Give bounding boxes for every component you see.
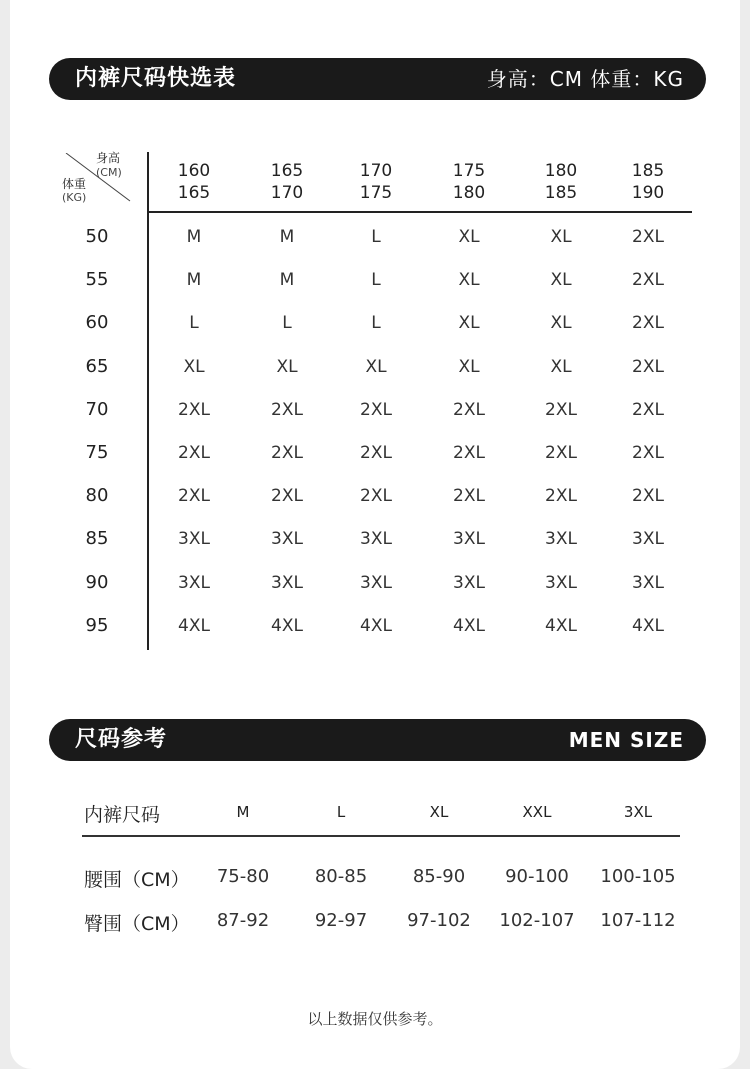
size-cell: 2XL: [632, 486, 664, 507]
size-cell: XL: [365, 356, 387, 377]
size-cell: 3XL: [271, 572, 303, 593]
reference-header-label: 内裤尺码: [84, 804, 161, 826]
size-cell: M: [279, 227, 295, 247]
size-cell: 2XL: [632, 356, 664, 377]
size-cell: XL: [458, 313, 480, 334]
size-cell: XL: [550, 356, 572, 377]
size-cell: 4XL: [453, 615, 485, 636]
size-cell: 2XL: [632, 399, 664, 420]
weight-row-label: 85: [85, 528, 109, 550]
height-column-header: [613, 160, 683, 204]
reference-subtitle: MEN SIZE: [568, 728, 684, 752]
reference-value-cell: 75-80: [216, 866, 270, 887]
size-cell: 2XL: [453, 443, 485, 463]
size-cell: 2XL: [360, 443, 392, 463]
size-cell: 2XL: [545, 443, 577, 463]
size-cell: 2XL: [271, 399, 303, 420]
weight-row-label: 65: [85, 355, 109, 377]
size-cell: 2XL: [632, 227, 664, 247]
height-range-end: 165: [177, 183, 211, 203]
weight-row-label: 55: [85, 269, 109, 291]
size-cell: XL: [458, 227, 480, 247]
weight-row-label: 70: [85, 398, 109, 420]
height-column-header: [434, 160, 504, 204]
reference-value-cell: 107-112: [600, 910, 676, 931]
weight-row-label: 60: [85, 312, 109, 334]
height-range-end: 175: [359, 183, 393, 203]
reference-size-header: M: [236, 803, 250, 821]
size-cell: 2XL: [271, 486, 303, 507]
weight-row-label: 80: [85, 485, 109, 507]
vertical-divider: [147, 152, 149, 650]
height-range-end: 185: [544, 183, 578, 203]
size-cell: 3XL: [632, 529, 664, 550]
size-cell: XL: [276, 356, 298, 377]
size-cell: 2XL: [360, 486, 392, 507]
size-cell: 2XL: [178, 443, 210, 463]
height-range-start: 170: [359, 161, 393, 181]
height-range-end: 180: [452, 183, 486, 203]
size-cell: 2XL: [271, 443, 303, 463]
height-column-header: [526, 160, 596, 204]
corner-weight-label: 体重: [62, 177, 87, 191]
height-column-header: [341, 160, 411, 204]
size-cell: 4XL: [178, 615, 210, 636]
size-cell: 3XL: [360, 572, 392, 593]
height-range-start: 165: [270, 161, 304, 181]
size-cell: 2XL: [178, 399, 210, 420]
size-cell: M: [279, 270, 295, 291]
size-cell: 2XL: [545, 486, 577, 507]
size-cell: 3XL: [453, 572, 485, 593]
size-cell: 3XL: [178, 572, 210, 593]
height-range-start: 185: [631, 161, 665, 181]
height-range-end: 190: [631, 183, 665, 203]
unit-note: 身高：CM 体重：KG: [486, 67, 684, 91]
size-cell: 3XL: [360, 529, 392, 550]
size-cell: 3XL: [178, 529, 210, 550]
reference-value-cell: 90-100: [505, 866, 569, 887]
reference-value-cell: 87-92: [216, 910, 270, 931]
size-cell: 4XL: [632, 615, 664, 636]
size-cell: 4XL: [271, 615, 303, 636]
weight-row-label: 90: [85, 571, 109, 593]
height-column-header: [159, 160, 229, 204]
size-cell: 2XL: [632, 270, 664, 291]
size-cell: XL: [550, 270, 572, 291]
reference-value-cell: 85-90: [412, 866, 466, 887]
height-range-start: 175: [452, 161, 486, 181]
size-cell: L: [282, 313, 292, 334]
corner-height-unit: (CM): [96, 166, 122, 179]
size-cell: M: [186, 270, 202, 291]
reference-size-header: XXL: [522, 803, 552, 821]
reference-size-header: XL: [429, 803, 449, 821]
size-cell: 3XL: [545, 529, 577, 550]
weight-row-label: 75: [85, 442, 109, 463]
size-cell: M: [186, 227, 202, 247]
size-cell: XL: [458, 356, 480, 377]
size-cell: 3XL: [545, 572, 577, 593]
reference-title: 尺码参考: [75, 727, 168, 752]
reference-value-cell: 80-85: [314, 866, 368, 887]
size-cell: L: [371, 270, 381, 291]
size-cell: 2XL: [453, 486, 485, 507]
quick-size-title: 内裤尺码快选表: [75, 66, 237, 91]
horizontal-divider: [147, 211, 692, 213]
height-range-end: 170: [270, 183, 304, 203]
reference-size-header: 3XL: [623, 803, 653, 821]
reference-divider: [82, 835, 680, 837]
size-cell: 2XL: [632, 313, 664, 334]
reference-value-cell: 100-105: [600, 866, 676, 887]
size-cell: XL: [550, 227, 572, 247]
size-cell: L: [189, 313, 199, 334]
reference-row-label: 臀围（CM）: [84, 913, 190, 935]
corner-weight-unit: (KG): [62, 191, 87, 204]
weight-row-label: 50: [85, 226, 109, 247]
height-range-start: 180: [544, 161, 578, 181]
size-cell: 3XL: [632, 572, 664, 593]
weight-row-label: 95: [85, 614, 109, 636]
size-cell: 3XL: [453, 529, 485, 550]
size-cell: XL: [458, 270, 480, 291]
size-cell: 2XL: [453, 399, 485, 420]
size-cell: L: [371, 227, 381, 247]
reference-row-label: 腰围（CM）: [84, 869, 190, 891]
size-cell: 4XL: [360, 615, 392, 636]
size-cell: 3XL: [271, 529, 303, 550]
size-cell: XL: [550, 313, 572, 334]
disclaimer-note: 以上数据仅供参考。: [307, 1010, 443, 1028]
size-cell: 4XL: [545, 615, 577, 636]
corner-height-label: 身高: [96, 151, 121, 165]
height-column-header: [252, 160, 322, 204]
reference-header: [49, 719, 706, 761]
size-cell: L: [371, 313, 381, 334]
size-cell: 2XL: [632, 443, 664, 463]
reference-value-cell: 102-107: [499, 910, 575, 931]
size-cell: 2XL: [545, 399, 577, 420]
size-cell: 2XL: [178, 486, 210, 507]
reference-value-cell: 97-102: [407, 910, 471, 931]
reference-value-cell: 92-97: [314, 910, 368, 931]
height-range-start: 160: [177, 161, 211, 181]
size-cell: XL: [183, 356, 205, 377]
reference-size-header: L: [336, 803, 346, 821]
size-cell: 2XL: [360, 399, 392, 420]
